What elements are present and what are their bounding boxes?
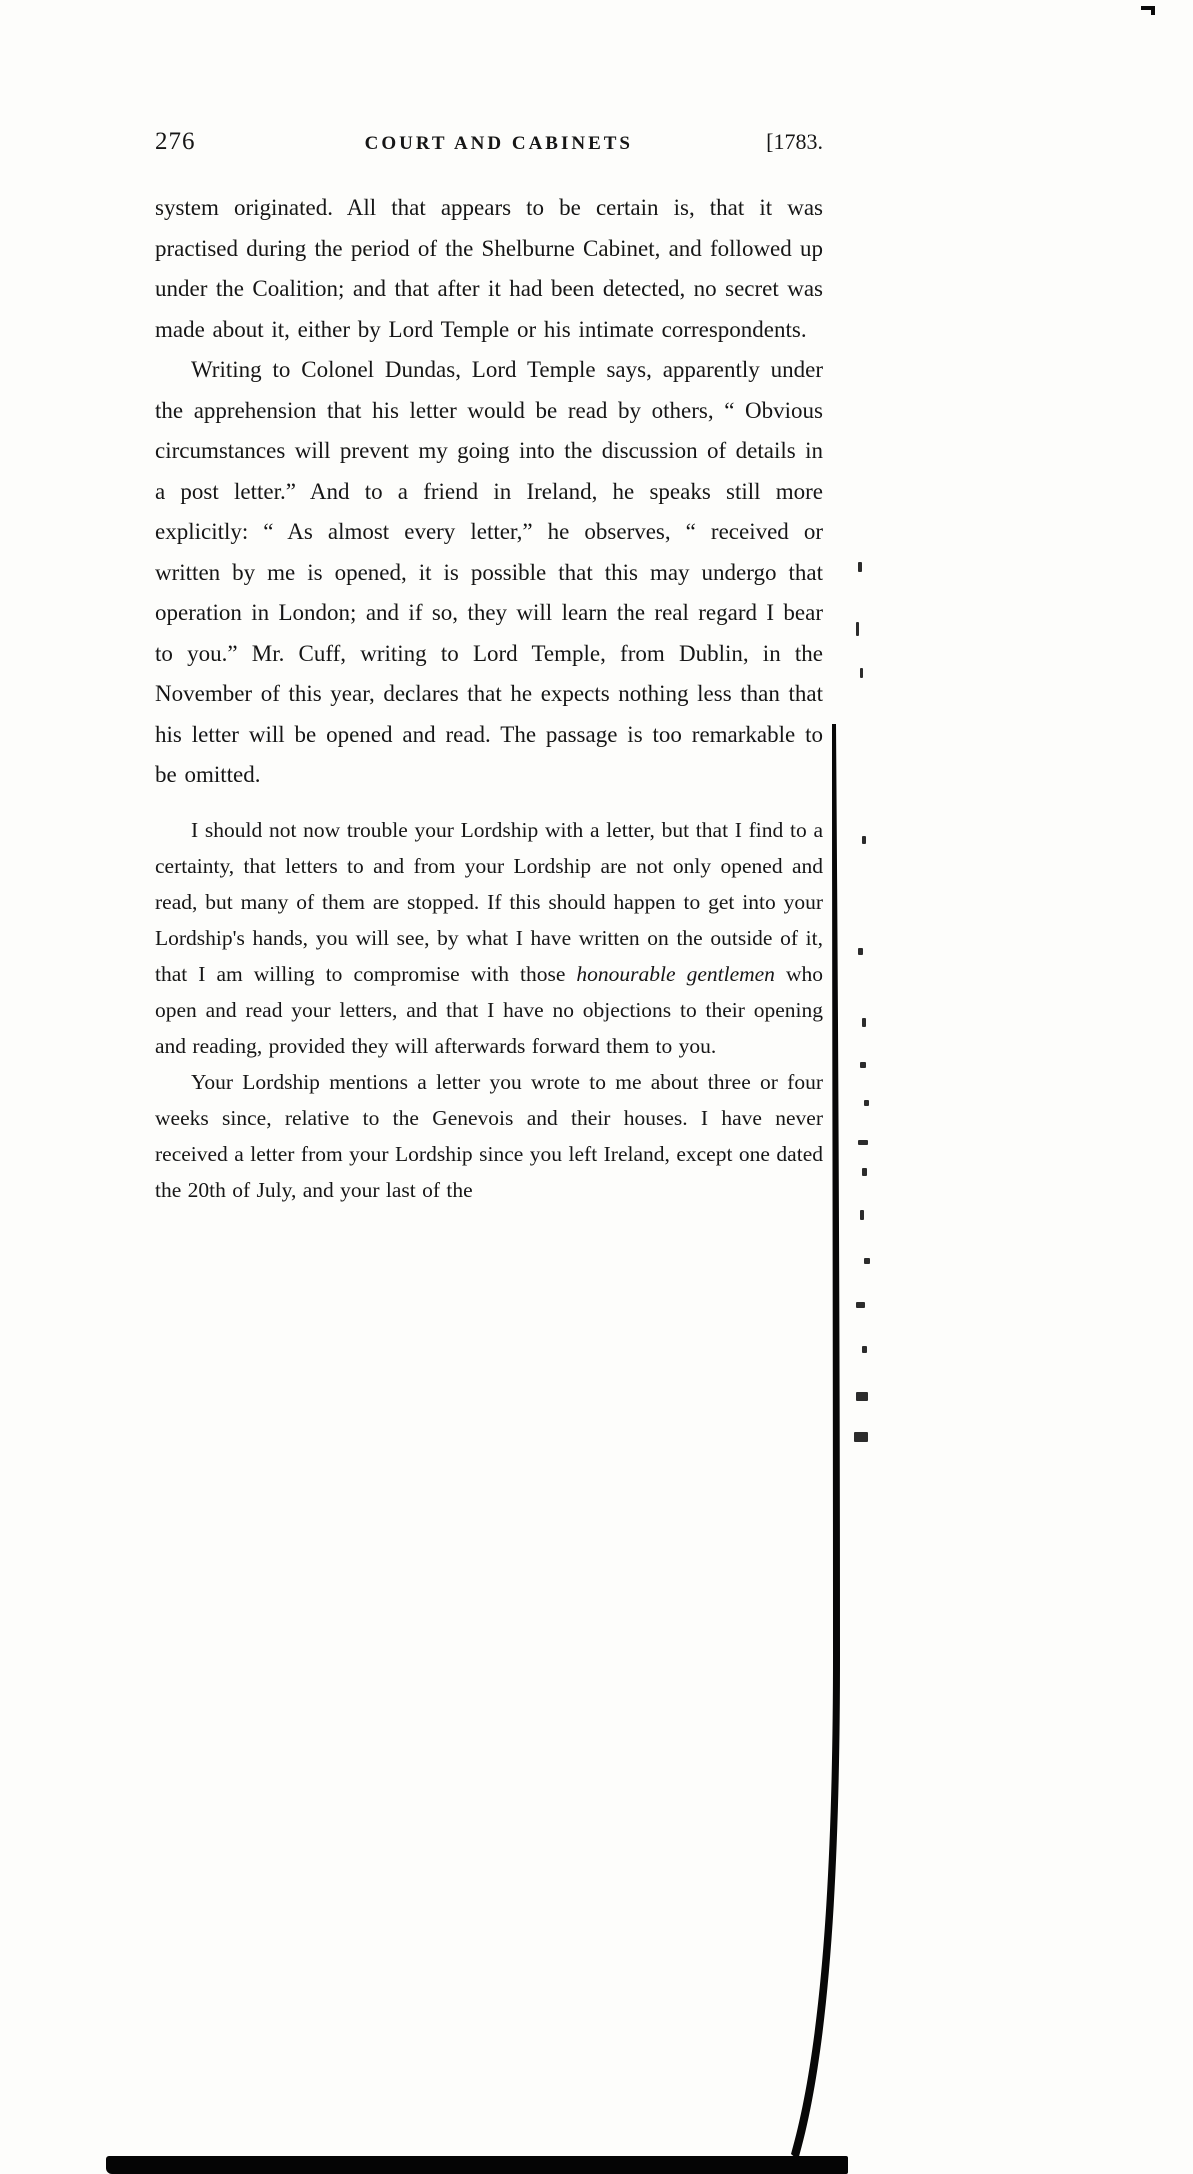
paragraph: [155, 1064, 823, 1208]
corner-scan-mark: [1141, 6, 1155, 15]
scan-artifact: [854, 1432, 868, 1442]
running-title: COURT AND CABINETS: [364, 133, 634, 154]
page-number: 276: [155, 128, 196, 155]
paragraph: [155, 188, 823, 350]
page-body: [155, 188, 823, 1208]
scan-artifact: [856, 622, 859, 636]
scan-artifact: [860, 1210, 864, 1220]
paragraph: [155, 350, 823, 796]
scan-artifact: [856, 1302, 865, 1308]
text-segment: I should not now trouble your Lordship with a letter, but that I find to a certainty, that letters to and from your Lordship are not only opened and read, but many of them are stopped. If this should happen to get into your Lordship's hands, you will see, by what I have written on the outside of it, that I am willing to compromise with those: [155, 817, 823, 986]
scan-artifact: [856, 1392, 868, 1401]
text-segment: system originated. All that appears to be certain is, that it was practised during the period of the Shelburne Cabinet, and followed up under the Coalition; and that after it had been detected, no secret was made about it, either by Lord Temple or his intimate correspondents.: [155, 195, 823, 342]
text-segment: Your Lordship mentions a letter you wrote to me about three or four weeks since, relative to the Genevois and their houses. I have never received a letter from your Lordship since you left Ireland, except one dated the 20th of July, and your last of the: [155, 1069, 823, 1202]
scan-artifact: [864, 1258, 870, 1264]
scan-artifact: [864, 1100, 869, 1106]
binding-shadow: [788, 724, 858, 2174]
scan-artifact: [858, 1140, 868, 1145]
header-date: [1783.: [766, 129, 823, 154]
text-segment: Writing to Colonel Dundas, Lord Temple says, apparently under the apprehension that his letter would be read by others, “ Obvious circumstances will prevent my going into the discussion of details in a post letter.” And to a friend in Ireland, he speaks still more explicitly: “ As almost every letter,” he observes, “ received or written by me is opened, it is possible that this may undergo that operation in London; and if so, they will learn the real regard I bear to you.” Mr. Cuff, writing to Lord Temple, from Dublin, in the November of this year, declares that he expects nothing less than that his letter will be opened and read. The passage is too remarkable to be omitted.: [155, 357, 823, 787]
scan-artifact: [862, 1168, 867, 1176]
running-header: [155, 128, 823, 156]
scan-artifact: [860, 668, 863, 678]
scan-artifact: [858, 562, 862, 572]
scan-artifact: [860, 1062, 866, 1068]
paragraph: [155, 812, 823, 1064]
scan-artifact: [862, 1018, 866, 1027]
scan-artifact: [862, 836, 866, 844]
scan-artifact: [862, 1346, 867, 1353]
scan-artifact: [858, 948, 863, 955]
bottom-scan-bar: [106, 2156, 848, 2174]
italic-phrase: honourable gentlemen: [576, 961, 775, 986]
text-segment: who open and read your letters, and that I have no objections to their opening and reading, provided they will afterwards forward them to you.: [155, 961, 823, 1058]
